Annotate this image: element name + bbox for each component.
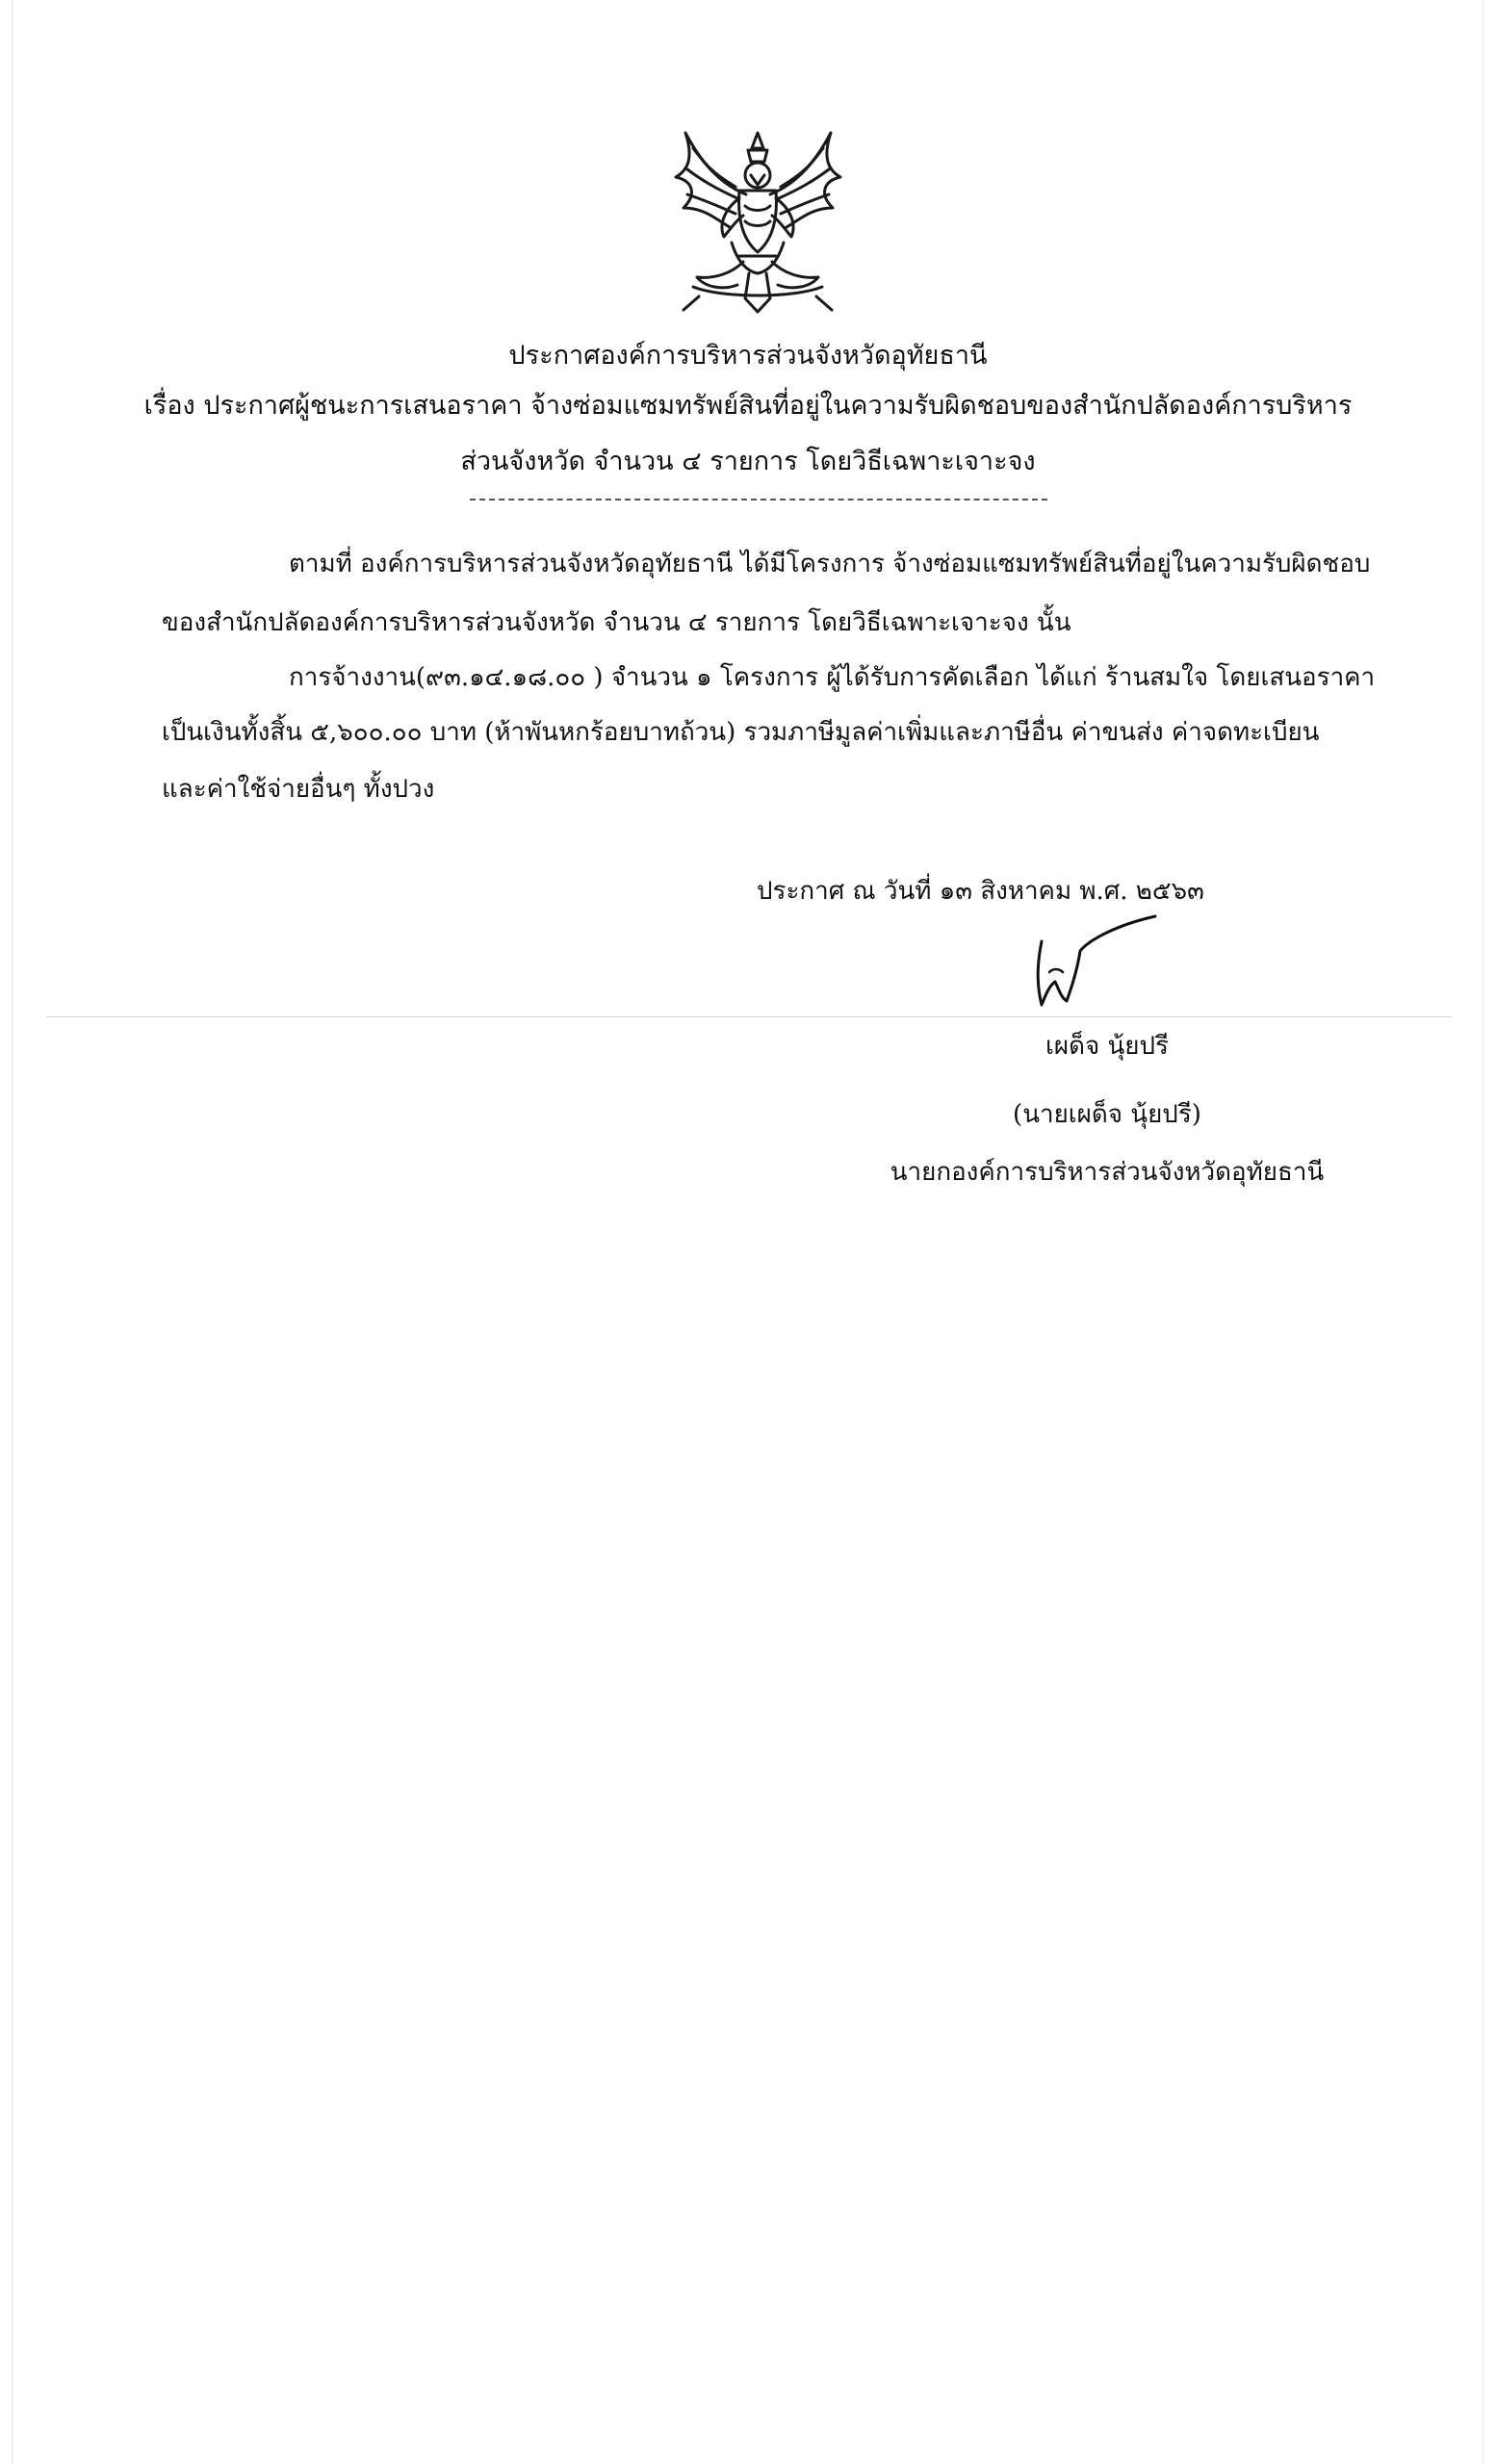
signatory-short-name: เผด็จ นุ้ยปรี [1045, 1032, 1169, 1061]
subject-line-2: ส่วนจังหวัด จำนวน ๔ รายการ โดยวิธีเฉพาะเจาะจง [460, 447, 1036, 476]
header-divider [470, 499, 1047, 500]
paragraph-2-line-2: เป็นเงินทั้งสิ้น ๕,๖๐๐.๐๐ บาท (ห้าพันหกร้อยบาทถ้วน) รวมภาษีมูลค่าเพิ่มและภาษีอื่น ค่าขนส่ง ค่าจดทะเบียน [162, 718, 1320, 747]
org-announcement-title: ประกาศองค์การบริหารส่วนจังหวัดอุทัยธานี [508, 341, 988, 371]
subject-line-1: เรื่อง ประกาศผู้ชนะการเสนอราคา จ้างซ่อมแซมทรัพย์สินที่อยู่ในความรับผิดชอบของสำนักปลัดองค์การบริหาร [143, 391, 1353, 421]
signatory-full-name: (นายเผด็จ นุ้ยปรี) [1013, 1100, 1201, 1129]
paragraph-1-line-1: ตามที่ องค์การบริหารส่วนจังหวัดอุทัยธานี ได้มีโครงการ จ้างซ่อมแซมทรัพย์สินที่อยู่ในความรับผิดชอบ [289, 550, 1371, 578]
garuda-emblem-icon [655, 127, 862, 320]
handwritten-signature-icon [1020, 912, 1165, 1028]
paragraph-2-line-1: การจ้างงาน(๙๓.๑๔.๑๘.๐๐ ) จำนวน ๑ โครงการ ผู้ได้รับการคัดเลือก ได้แก่ ร้านสมใจ โดยเสนอราคา [289, 663, 1376, 692]
announcement-date: ประกาศ ณ วันที่ ๑๓ สิงหาคม พ.ศ. ๒๕๖๓ [757, 877, 1204, 906]
scan-fold-line [46, 1016, 1452, 1017]
paragraph-2-line-3: และค่าใช้จ่ายอื่นๆ ทั้งปวง [162, 775, 435, 804]
paragraph-1-line-2: ของสำนักปลัดองค์การบริหารส่วนจังหวัด จำนวน ๔ รายการ โดยวิธีเฉพาะเจาะจง นั้น [162, 608, 1071, 637]
signatory-position: นายกองค์การบริหารส่วนจังหวัดอุทัยธานี [890, 1158, 1325, 1187]
